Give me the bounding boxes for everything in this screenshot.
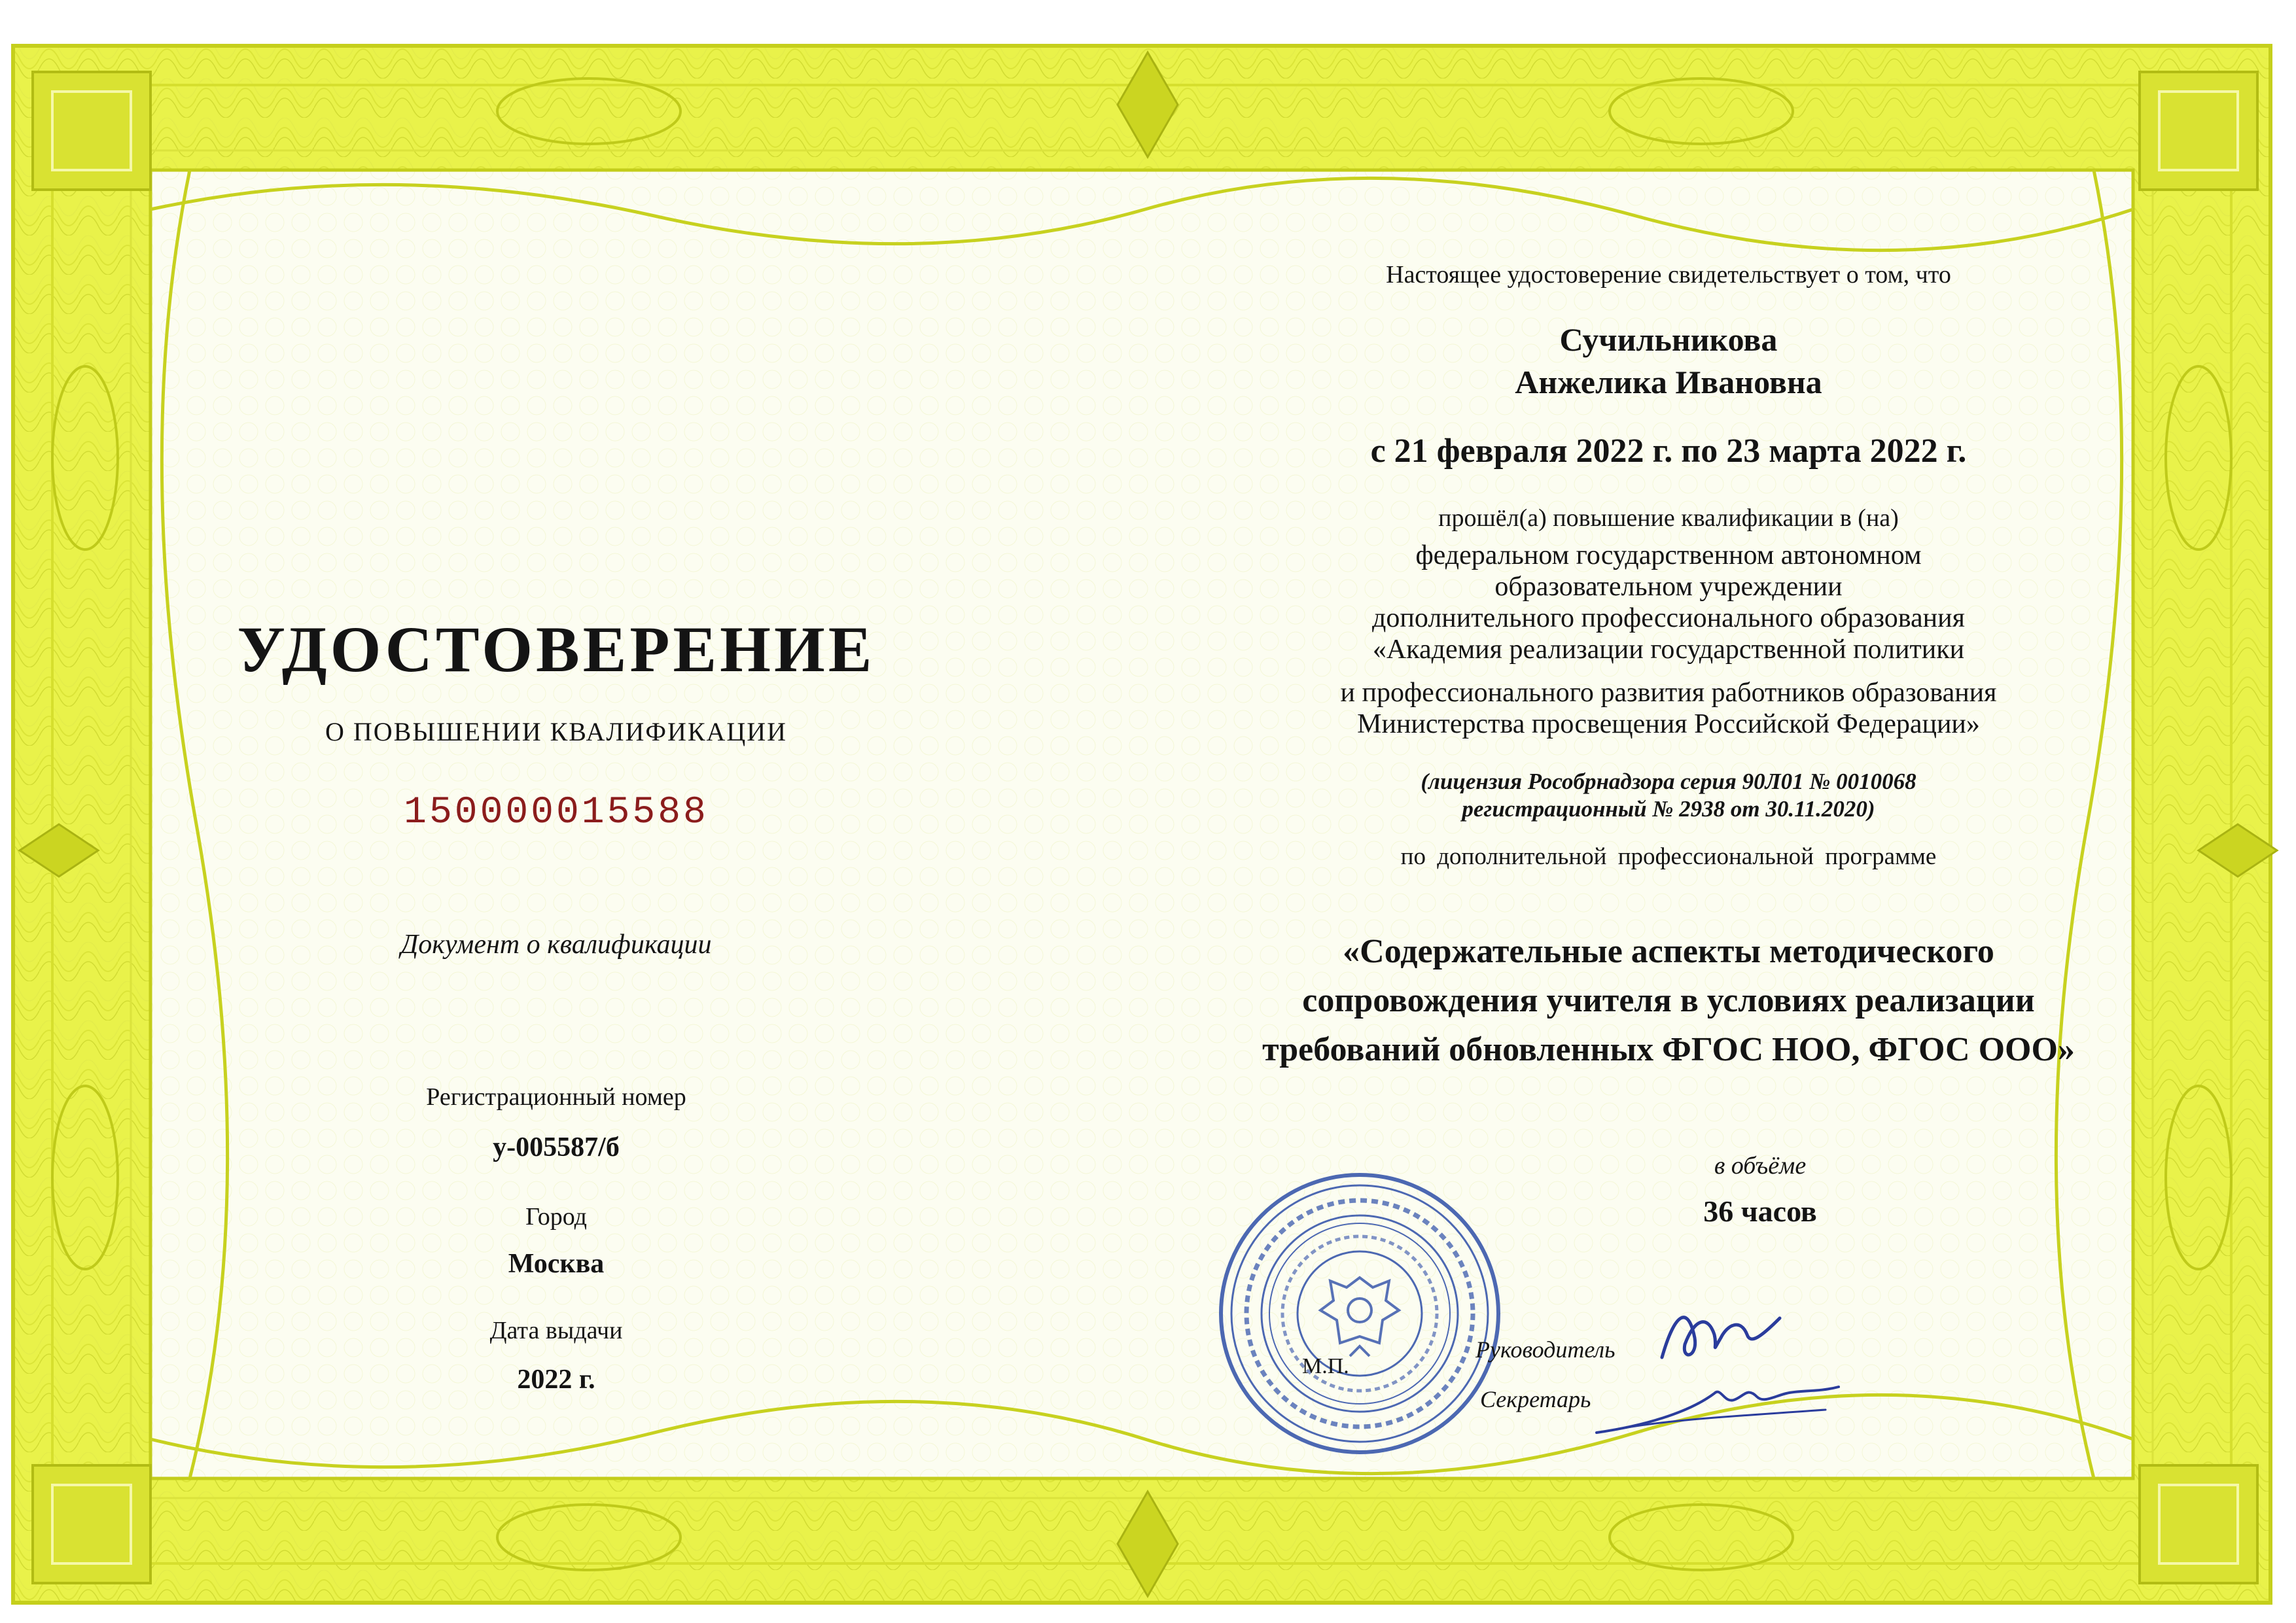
certificate-subtitle: О ПОВЫШЕНИИ КВАЛИФИКАЦИИ <box>325 717 788 746</box>
organization-line: федеральном государственном автономном <box>1415 540 1922 570</box>
city-value: Москва <box>508 1249 605 1279</box>
registration-number: у-005587/б <box>493 1132 620 1162</box>
issue-date-value: 2022 г. <box>517 1365 595 1395</box>
organization-line: и профессионального развития работников образования <box>1340 678 1997 708</box>
intro-text: Настоящее удостоверение свидетельствует о том, что <box>1386 261 1951 288</box>
signature-head-icon <box>1649 1299 1799 1370</box>
city-label: Город <box>525 1203 587 1230</box>
certificate-title: УДОСТОВЕРЕНИЕ <box>237 613 875 686</box>
passed-text: прошёл(а) повышение квалификации в (на) <box>1438 504 1899 532</box>
document-type: Документ о квалификации <box>400 930 712 960</box>
program-title-line: «Содержательные аспекты методического <box>1343 933 1994 970</box>
license-line: регистрационный № 2938 от 30.11.2020) <box>1462 796 1875 822</box>
program-title-line: сопровождения учителя в условиях реализации <box>1302 982 2035 1019</box>
organization-line: образовательном учреждении <box>1494 572 1843 602</box>
issue-date-label: Дата выдачи <box>489 1317 623 1344</box>
secretary-label: Секретарь <box>1480 1386 1591 1412</box>
organization-line: «Академия реализации государственной политики <box>1372 635 1965 665</box>
program-intro: по дополнительной профессиональной программе <box>1400 843 1937 870</box>
organization-line: Министерства просвещения Российской Федерации» <box>1357 709 1980 739</box>
volume-value: 36 часов <box>1703 1195 1817 1228</box>
license-line: (лицензия Рособрнадзора серия 90Л01 № 0010068 <box>1421 769 1916 794</box>
program-title-line: требований обновленных ФГОС НОО, ФГОС ООО» <box>1262 1031 2075 1068</box>
left-panel <box>131 0 981 1623</box>
volume-label: в объёме <box>1714 1152 1807 1179</box>
head-label: Руководитель <box>1475 1336 1616 1363</box>
double-headed-eagle-icon <box>1320 1278 1399 1356</box>
round-seal-icon <box>1216 1170 1504 1457</box>
holder-surname: Сучильникова <box>1559 321 1778 358</box>
seal-place-label: М.П. <box>1302 1354 1349 1378</box>
study-period: с 21 февраля 2022 г. по 23 марта 2022 г. <box>1370 432 1967 470</box>
signature-secretary-icon <box>1590 1367 1852 1446</box>
registration-label: Регистрационный номер <box>426 1083 686 1111</box>
holder-given-names: Анжелика Ивановна <box>1515 364 1822 400</box>
organization-line: дополнительного профессионального образования <box>1372 603 1965 633</box>
serial-number: 150000015588 <box>404 792 709 834</box>
